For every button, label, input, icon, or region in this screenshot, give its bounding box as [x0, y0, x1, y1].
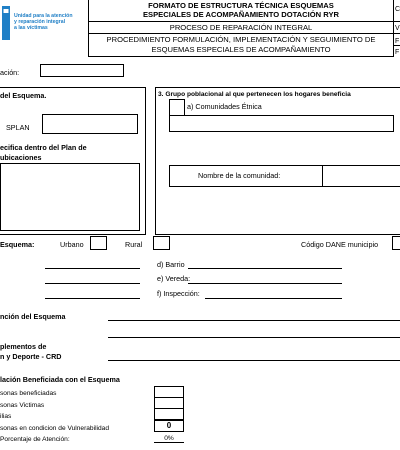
specify-label-line-1: ecifica dentro del Plan de: [0, 143, 87, 152]
community-name-field[interactable]: [322, 165, 400, 187]
top-row-field[interactable]: [40, 64, 124, 77]
dane-code-label: Código DANE municipio: [301, 240, 379, 249]
logo: [0, 0, 88, 58]
vulnerable-count-value: 0: [166, 421, 172, 430]
population-row-label: ilias: [0, 413, 12, 420]
complements-line[interactable]: [108, 360, 400, 361]
dane-code-field[interactable]: [392, 236, 400, 250]
rural-label: Rural: [125, 240, 143, 249]
complements-title-line-1: plementos de: [0, 342, 47, 351]
barrio-label: d) Barrio: [157, 260, 185, 269]
community-name-label: Nombre de la comunidad:: [198, 171, 281, 180]
header-code-1: C: [395, 6, 400, 13]
population-row-label: sonas beneficiadas: [0, 390, 57, 397]
urbano-checkbox[interactable]: [90, 236, 107, 250]
population-row-label: Porcentaje de Atención:: [0, 436, 70, 443]
scheme-location-label: Esquema:: [0, 240, 35, 249]
inspeccion-label: f) Inspección:: [157, 289, 200, 298]
scheme-description-title: nción del Esquema: [0, 312, 66, 321]
urbano-label: Urbano: [60, 240, 84, 249]
complements-title-line-2: n y Deporte - CRD: [0, 352, 62, 361]
header-title-line-1: FORMATO DE ESTRUCTURA TÉCNICA ESQUEMAS: [148, 1, 334, 10]
attention-percentage-value: 0%: [164, 435, 174, 442]
population-row-label: sonas Victimas: [0, 402, 45, 409]
location-line-1: [45, 268, 140, 269]
header-process: PROCESO DE REPARACIÓN INTEGRAL: [169, 23, 313, 32]
ethnic-communities-checkbox[interactable]: [169, 99, 185, 116]
vereda-field[interactable]: [188, 283, 342, 284]
splan-label: SPLAN: [6, 123, 30, 132]
families-count-field[interactable]: [154, 408, 184, 420]
specify-label-line-2: ubicaciones: [0, 153, 42, 162]
option-b-field[interactable]: [169, 115, 394, 132]
splan-field[interactable]: [42, 114, 138, 134]
location-line-2: [45, 283, 140, 284]
logo-text-line-3: a las víctimas: [14, 25, 48, 31]
vereda-label: e) Vereda:: [157, 274, 191, 283]
header-code-3: F: [395, 38, 400, 45]
population-row-label: sonas en condicion de Vulnerabilidad: [0, 425, 109, 432]
description-line-1[interactable]: [108, 320, 400, 321]
inspeccion-field[interactable]: [205, 298, 342, 299]
rural-checkbox[interactable]: [153, 236, 170, 250]
header-procedure-line-1: PROCEDIMIENTO FORMULACIÓN, IMPLEMENTACIÓN Y SEGUIMIENTO DE: [106, 35, 376, 44]
header-procedure-line-2: ESQUEMAS ESPECIALES DE ACOMPAÑAMIENTO: [151, 45, 331, 54]
barrio-field[interactable]: [188, 268, 342, 269]
specify-field[interactable]: [0, 163, 140, 231]
logo-text-line-2: y reparación integral: [14, 19, 66, 25]
header-title-line-2: ESPECIALES DE ACOMPAÑAMIENTO DOTACIÓN RYR: [142, 10, 340, 19]
logo-emblem-icon: [2, 6, 12, 40]
beneficiary-population-title: lación Beneficiada con el Esquema: [0, 375, 120, 384]
header-code-2: V: [395, 25, 400, 32]
top-row-label: ación:: [0, 68, 20, 77]
description-line-2[interactable]: [108, 337, 400, 338]
logo-text-line-1: Unidad para la atención: [14, 13, 73, 19]
location-line-3: [45, 298, 140, 299]
scheme-section-title: del Esquema.: [0, 91, 47, 100]
ethnic-communities-label: a) Comunidades Étnica: [187, 102, 262, 111]
population-group-title: 3. Grupo poblacional al que pertenecen los hogares beneficia: [158, 91, 351, 98]
header-code-4: F: [395, 49, 400, 56]
